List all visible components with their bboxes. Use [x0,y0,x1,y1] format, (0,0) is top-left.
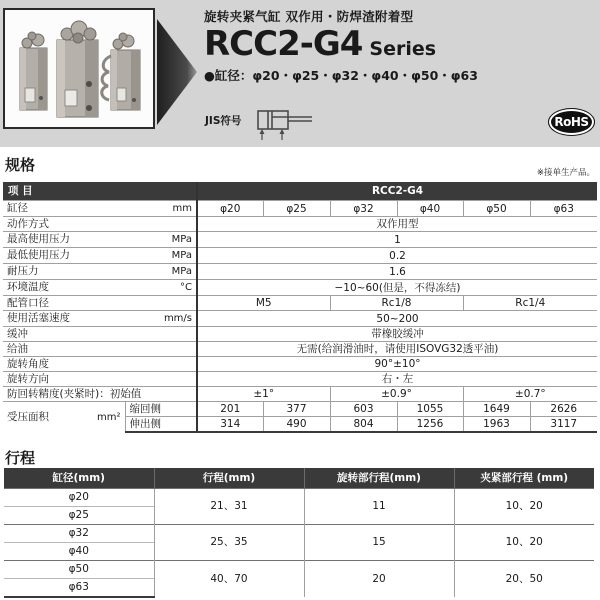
spec-sublabel: 伸出侧 [125,417,197,433]
spec-value-cell: Rc1/4 [463,296,597,311]
spec-header-row [3,182,597,201]
stroke-value-cell: 10、20 [454,489,594,525]
spec-value-cell: 804 [330,417,397,433]
spec-value-cell: 1.6 [197,264,597,280]
spec-row-label: 防回转精度(夹紧时)：初始值 [3,387,197,402]
spec-value-cell: ±0.7° [463,387,597,402]
spec-value-cell: 双作用型 [197,217,597,232]
spec-value-cell: 201 [197,402,263,417]
stroke-row [4,561,594,579]
spec-series-header: RCC2-G4 [197,182,597,201]
stroke-row [4,525,594,543]
spec-section-title: 规格 [5,156,36,174]
spec-row-port-size [3,296,597,311]
stroke-value-cell: 21、31 [154,489,304,525]
spec-value-cell: 3117 [530,417,597,433]
spec-value-cell: 1649 [463,402,530,417]
spec-row-label: 受压面积 mm² [3,402,125,433]
bore-sizes-line: ●缸径：φ20・φ25・φ32・φ40・φ50・φ63 [204,68,478,84]
spec-value-cell: 50~200 [197,311,597,327]
stroke-col-header: 缸径(mm) [4,468,154,489]
spec-row-label: 旋转方向 [3,372,197,387]
spec-value-cell: φ63 [530,201,597,217]
title-block [204,7,544,84]
stroke-bore-cell: φ40 [4,543,154,561]
spec-row-label: 缓冲 [3,327,197,342]
spec-row-min-pressure [3,248,597,264]
jis-symbol-label: JIS符号 [205,115,242,127]
spec-row-proof-pressure [3,264,597,280]
spec-row-ambient-temp [3,280,597,296]
spec-row-label: 旋转角度 [3,357,197,372]
jis-symbol-row [205,109,319,143]
stroke-col-header: 行程(mm) [154,468,304,489]
stroke-row [4,489,594,507]
spec-value-cell: 1055 [397,402,463,417]
spec-value-cell: φ20 [197,201,263,217]
spec-value-cell: 带橡胶缓冲 [197,327,597,342]
stroke-header-row [4,468,594,489]
spec-value-cell: 1963 [463,417,530,433]
spec-row-cushion [3,327,597,342]
spec-row-label: 使用活塞速度 mm/s [3,311,197,327]
spec-row-rotation-direction [3,372,597,387]
spec-row-lubrication [3,342,597,357]
stroke-bore-cell: φ32 [4,525,154,543]
spec-row-rotation-angle [3,357,597,372]
stroke-bore-cell: φ50 [4,561,154,579]
spec-row-label: 给油 [3,342,197,357]
stroke-bore-cell: φ63 [4,579,154,598]
spec-value-cell: Rc1/8 [330,296,463,311]
stroke-table [4,468,594,598]
spec-value-cell: 2626 [530,402,597,417]
spec-item-header: 项 目 [3,182,197,201]
spec-row-label: 缸径 mm [3,201,197,217]
series-name: RCC2-G4 [204,24,363,64]
spec-row-label: 环境温度 °C [3,280,197,296]
spec-row-label: 最低使用压力 MPa [3,248,197,264]
product-cylinders-image [5,10,153,127]
spec-value-cell: 1256 [397,417,463,433]
spec-value-cell: φ25 [263,201,330,217]
spec-row-bore [3,201,597,217]
spec-value-cell: φ50 [463,201,530,217]
stroke-value-cell: 20、50 [454,561,594,598]
spec-row-pressure-area-retract [3,402,597,417]
spec-value-cell: 377 [263,402,330,417]
spec-value-cell: M5 [197,296,330,311]
spec-row-action [3,217,597,232]
stroke-section-title: 行程 [5,449,36,467]
spec-value-cell: ±0.9° [330,387,463,402]
spec-table [3,182,597,433]
header-band [0,0,600,147]
stroke-bore-cell: φ20 [4,489,154,507]
stroke-value-cell: 11 [304,489,454,525]
spec-value-cell: 603 [330,402,397,417]
spec-row-label: 动作方式 [3,217,197,232]
arrow-right-decoration [157,19,197,125]
spec-value-cell: φ32 [330,201,397,217]
stroke-value-cell: 15 [304,525,454,561]
stroke-col-header: 旋转部行程(mm) [304,468,454,489]
spec-value-cell: 0.2 [197,248,597,264]
stroke-value-cell: 10、20 [454,525,594,561]
rohs-badge: RoHS [548,108,595,136]
product-photo [3,8,155,129]
spec-value-cell: 右・左 [197,372,597,387]
spec-row-max-pressure [3,232,597,248]
stroke-value-cell: 20 [304,561,454,598]
spec-row-piston-speed [3,311,597,327]
spec-value-cell: 314 [197,417,263,433]
spec-value-cell: ±1° [197,387,330,402]
spec-value-cell: 1 [197,232,597,248]
spec-row-label: 最高使用压力 MPa [3,232,197,248]
spec-value-cell: −10~60(但是，不得冻结) [197,280,597,296]
product-subtitle: 旋转夹紧气缸 双作用・防焊渣附着型 [204,9,414,24]
spec-row-anti-rotation [3,387,597,402]
jis-cylinder-symbol-icon [257,109,319,143]
spec-value-cell: φ40 [397,201,463,217]
series-suffix: Series [369,38,437,60]
spec-value-cell: 490 [263,417,330,433]
spec-value-cell: 90°±10° [197,357,597,372]
stroke-col-header: 夹紧部行程 (mm) [454,468,594,489]
spec-value-cell: 无需(给润滑油时，请使用ISOVG32透平油) [197,342,597,357]
product-title [204,25,544,64]
stroke-value-cell: 40、70 [154,561,304,598]
stroke-bore-cell: φ25 [4,507,154,525]
spec-row-label: 耐压力 MPa [3,264,197,280]
made-to-order-note: ※接单生产品。 [536,168,595,178]
spec-sublabel: 缩回侧 [125,402,197,417]
stroke-value-cell: 25、35 [154,525,304,561]
spec-row-label: 配管口径 [3,296,197,311]
